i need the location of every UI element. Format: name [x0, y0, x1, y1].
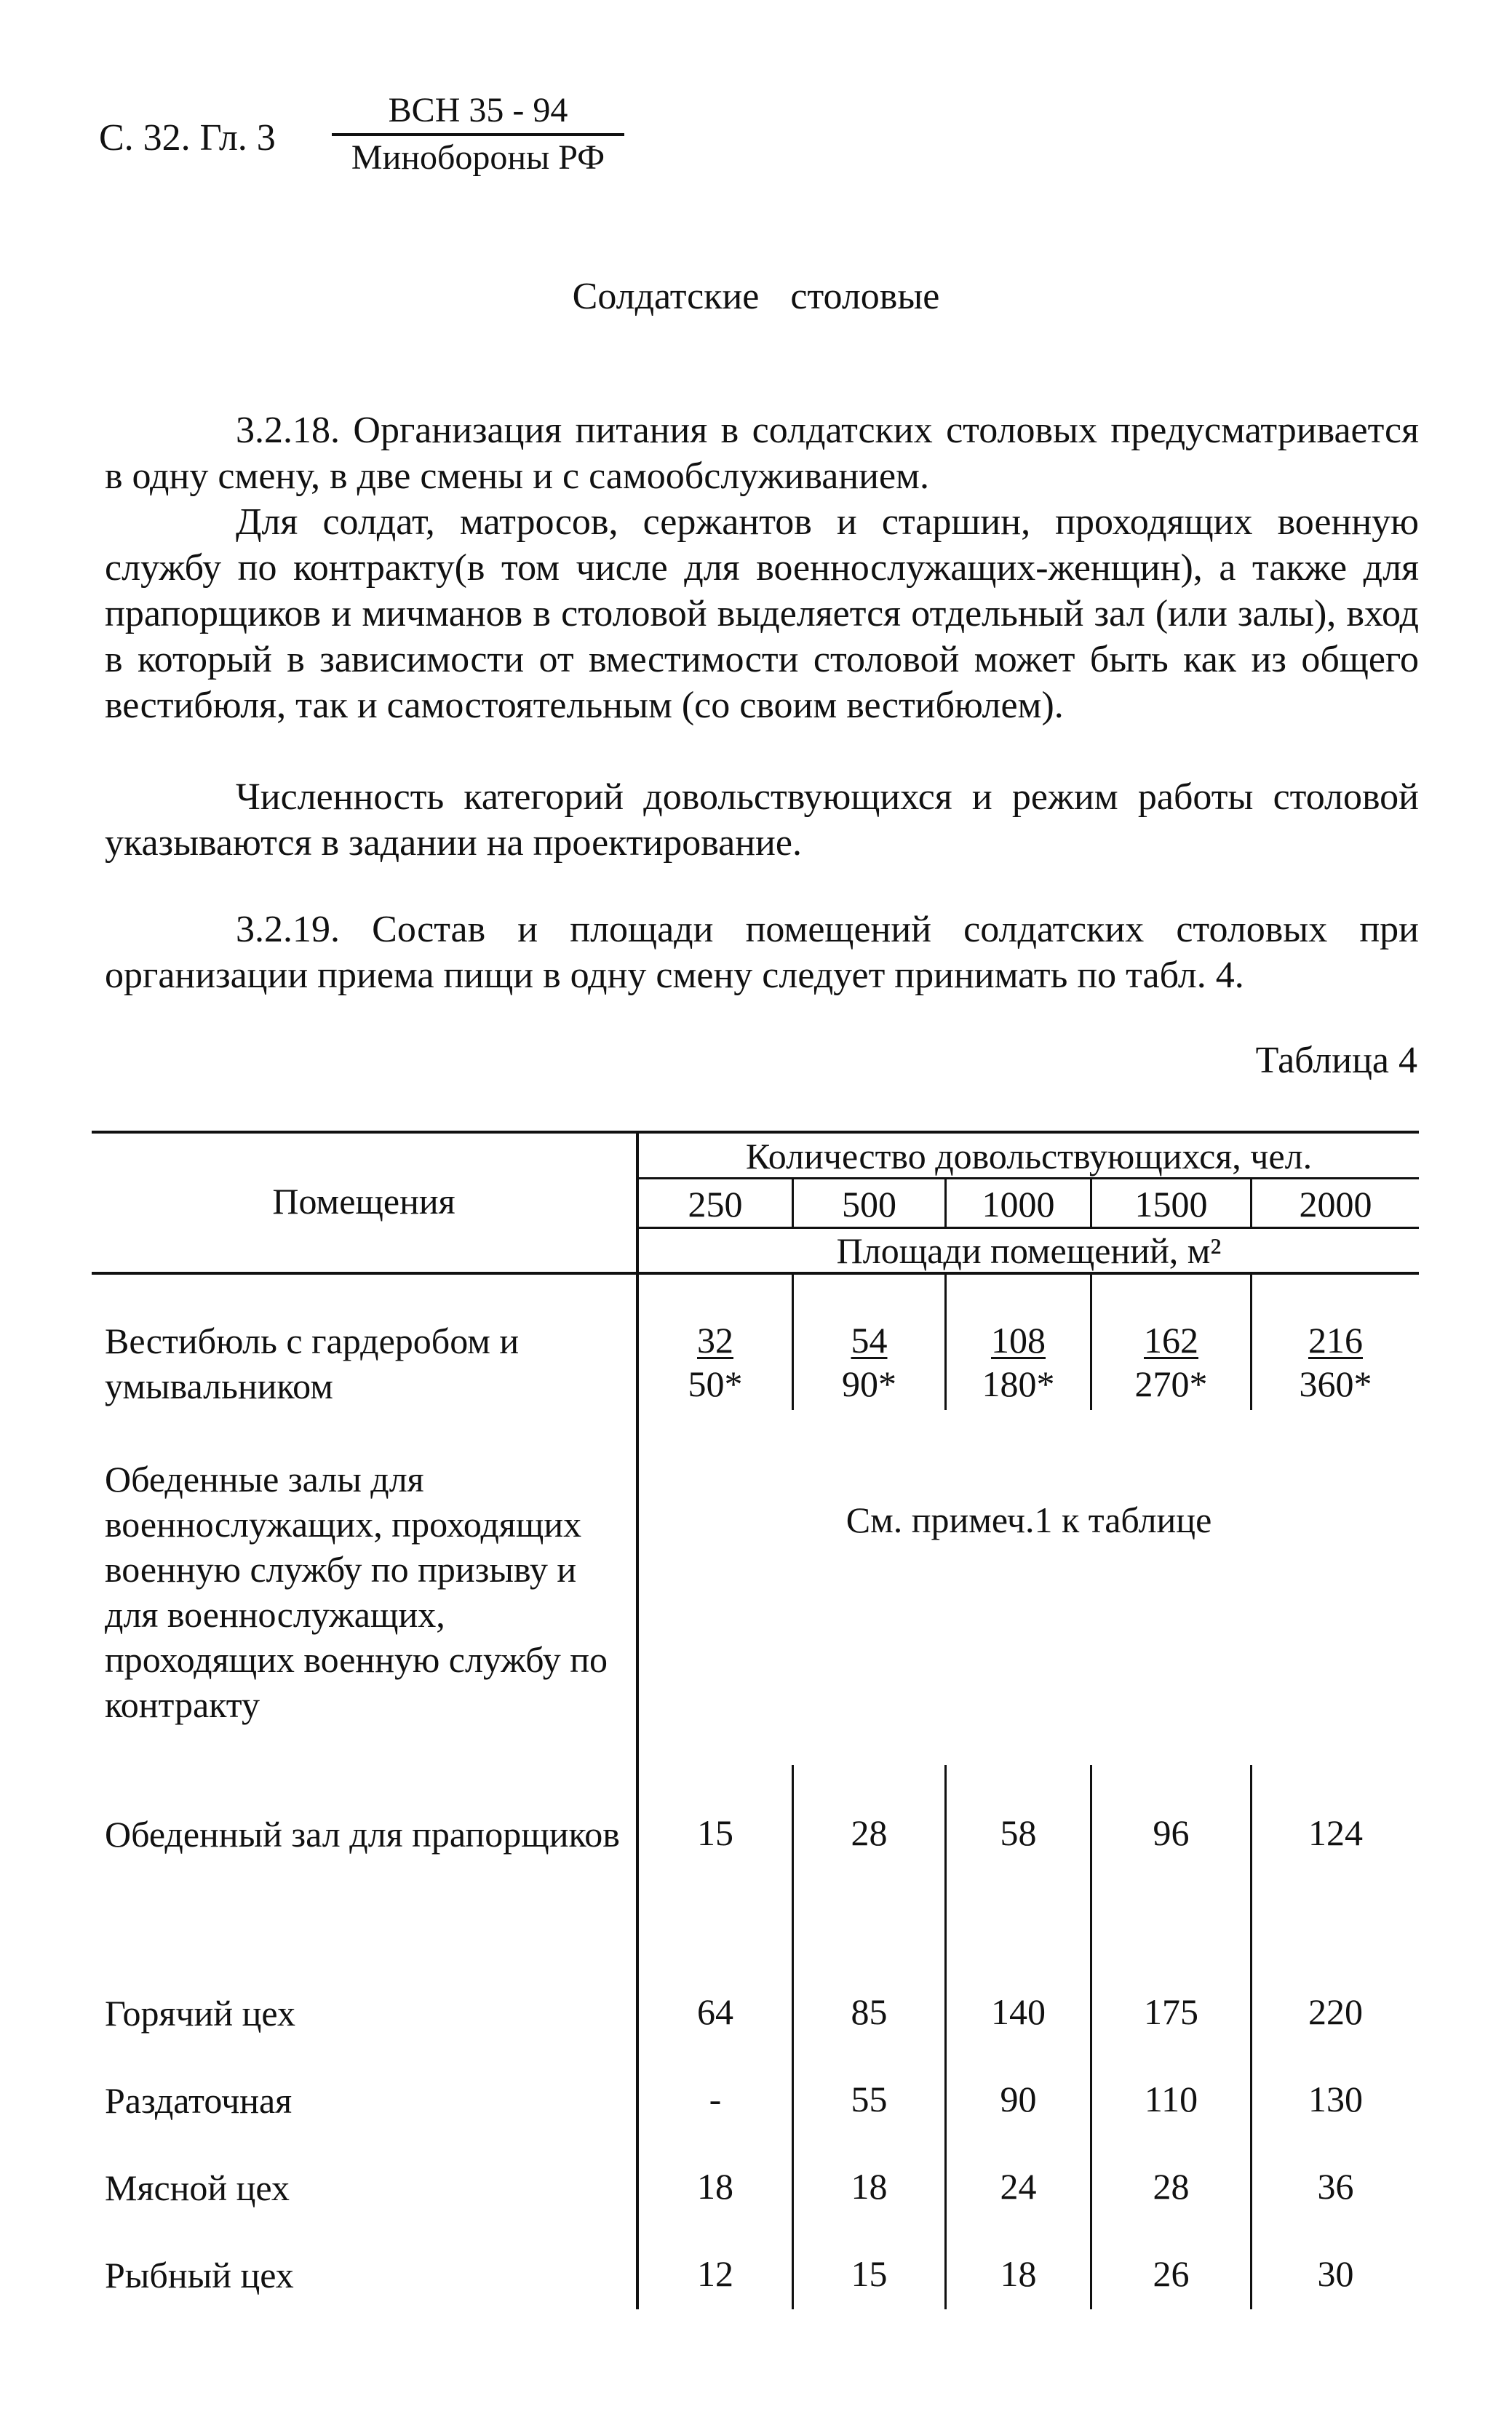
- table-cell: 28: [851, 1812, 888, 1853]
- table-cell: 24: [1000, 2166, 1037, 2207]
- paragraph-3-2-19: 3.2.19. Состав и площади помещений солдатских столовых при организации приема пищи в одну смену следует принимать по табл. 4.: [105, 909, 1419, 996]
- table-cell: 220: [1308, 1991, 1363, 2032]
- table-cell: $\frac{32}{50*}$: [688, 1320, 743, 1404]
- table-cell: 15: [697, 1812, 733, 1853]
- header-rooms: Помещения: [272, 1181, 455, 1222]
- document-code: [332, 90, 624, 178]
- row-label-serving: Раздаточная: [105, 2080, 293, 2121]
- header-area: Площади помещений, м²: [836, 1230, 1222, 1271]
- table-cell: 64: [697, 1991, 733, 2032]
- header-count: Количество довольствующихся, чел.: [745, 1136, 1313, 1176]
- table-cell: 36: [1317, 2166, 1354, 2207]
- table-cell: 90: [1000, 2079, 1037, 2119]
- row-label-hot-shop: Горячий цех: [105, 1993, 295, 2034]
- table-note-ref: См. примеч.1 к таблице: [845, 1500, 1212, 1540]
- table-cell: 96: [1153, 1812, 1190, 1853]
- doc-ministry: Минобороны РФ: [351, 138, 605, 177]
- table-cell: 58: [1000, 1812, 1037, 1853]
- table-cell: 130: [1308, 2079, 1363, 2119]
- table-cell: 30: [1317, 2253, 1354, 2294]
- header-count-250: 250: [688, 1184, 743, 1225]
- table-cell: 110: [1144, 2079, 1198, 2119]
- table-cell: 140: [991, 1991, 1046, 2032]
- table-cell: 18: [697, 2166, 733, 2207]
- header-count-500: 500: [842, 1184, 896, 1225]
- table-cell: -: [709, 2079, 722, 2119]
- table-cell: 175: [1144, 1991, 1198, 2032]
- table-cell: $\frac{216}{360*}$: [1299, 1320, 1372, 1404]
- header-count-1500: 1500: [1134, 1184, 1208, 1225]
- table-cell: 124: [1308, 1812, 1363, 1853]
- row-label-warrant-officers-hall: Обеденный зал для прапорщиков: [105, 1814, 620, 1855]
- table-cell: 26: [1153, 2253, 1190, 2294]
- table-cell: $\frac{162}{270*}$: [1134, 1320, 1208, 1404]
- table-cell: 18: [1000, 2253, 1037, 2294]
- table-cell: 15: [851, 2253, 888, 2294]
- table-cell: 18: [851, 2166, 888, 2207]
- table-cell: 55: [851, 2079, 888, 2119]
- paragraph-dining-halls: Для солдат, матросов, сержантов и старшин, проходящих военную службу по контракту(в том числе для военнослужащих-женщин), а также для прапорщиков и мичманов в столовой выделяется отдельный зал (или залы), вход в который в зависимости от вместимости столовой может быть как из общего вестибюля, так и самостоятельным (со своим вестибюлем).: [105, 501, 1419, 726]
- row-label-dining-halls: Обеденные залы для военнослужащих, проходящих военную службу по призыву и для военнослужащих, проходящих военную службу по контракту: [105, 1459, 608, 1725]
- paragraph-numbers: Численность категорий довольствующихся и режим работы столовой указываются в задании на проектирование.: [105, 776, 1419, 864]
- paragraph-3-2-18: 3.2.18. Организация питания в солдатских столовых предусматривается в одну смену, в две смены и с самообслуживанием.: [105, 410, 1419, 497]
- table-cell: $\frac{54}{90*}$: [842, 1320, 896, 1404]
- doc-code-number: ВСН 35 - 94: [332, 90, 624, 136]
- table-cell: 12: [697, 2253, 733, 2294]
- header-count-1000: 1000: [982, 1184, 1055, 1225]
- table-cell: 85: [851, 1991, 888, 2032]
- table-cell: $\frac{108}{180*}$: [982, 1320, 1055, 1404]
- table-cell: 28: [1153, 2166, 1190, 2207]
- table-caption: Таблица 4: [1255, 1040, 1417, 1081]
- row-label-fish-shop: Рыбный цех: [105, 2255, 294, 2295]
- row-label-meat-shop: Мясной цех: [105, 2167, 290, 2208]
- header-count-2000: 2000: [1299, 1184, 1372, 1225]
- row-label-vestibule: Вестибюль с гардеробом и умывальником: [105, 1321, 520, 1406]
- page-reference: С. 32. Гл. 3: [99, 117, 276, 159]
- section-title: Солдатские столовые: [572, 276, 940, 317]
